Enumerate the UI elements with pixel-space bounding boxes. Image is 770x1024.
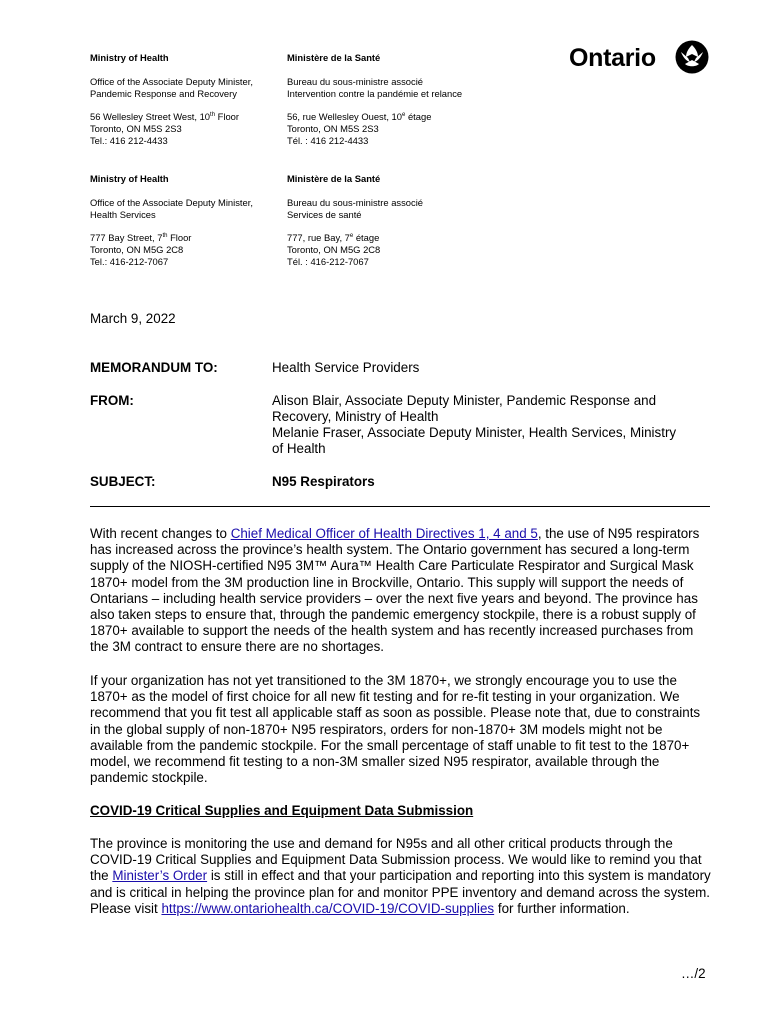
section-heading: COVID-19 Critical Supplies and Equipment Data Submission	[90, 803, 474, 818]
office-line-fr: Bureau du sous-ministre associé	[287, 76, 424, 87]
address-line-en: Toronto, ON M5G 2C8	[90, 244, 184, 255]
address-line-fr: 56, rue Wellesley Ouest, 10e étage	[287, 111, 432, 122]
page-continuation: …/2	[681, 966, 706, 981]
body-paragraph-1: With recent changes to Chief Medical Officer of Health Directives 1, 4 and 5, the use of N95 respirators has increased across the province’s health system. The Ontario government has secured a long-term supply of the NIOSH-certified N95 3M™ Aura™ Health Care Particulate Respirator and Surgical Mask 1870+ model from the 3M production line in Brockville, Ontario. This supply will support the needs of Ontarians – including health service providers – over the next five years and beyond. The province has also taken steps to ensure that, through the pandemic emergency stockpile, there is a robust supply of 1870+ available to support the needs of the health system and has recently increased purchases from the 3M contract to ensure there are no shortages.	[90, 526, 700, 655]
office-line-en: Office of the Associate Deputy Minister,	[90, 76, 253, 87]
memo-from-label: FROM:	[90, 393, 134, 408]
memo-to-value: Health Service Providers	[272, 360, 420, 375]
memo-from-value	[272, 393, 712, 457]
office-line-fr: Bureau du sous-ministre associé	[287, 197, 424, 208]
ministry-name-fr: Ministère de la Santé	[287, 52, 381, 63]
memo-from-line: of Health	[272, 441, 326, 456]
trillium-icon	[675, 40, 709, 74]
office-line-fr: Services de santé	[287, 209, 362, 220]
office-line-en: Health Services	[90, 209, 156, 220]
header-en-2	[90, 173, 253, 268]
phone-fr: Tél. : 416-212-7067	[287, 256, 369, 267]
memo-from-line: Alison Blair, Associate Deputy Minister, Pandemic Response and	[272, 393, 657, 408]
header-en-1	[90, 52, 253, 147]
memo-subject-value: N95 Respirators	[272, 474, 375, 489]
phone-fr: Tél. : 416 212-4433	[287, 135, 369, 146]
address-line-en: 777 Bay Street, 7th Floor	[90, 232, 192, 243]
body-paragraph-2: If your organization has not yet transitioned to the 3M 1870+, we strongly encourage you to use the 1870+ as the model of first choice for all new fit testing and for re-fit testing in your organization. We recommend that you fit test all applicable staff as soon as possible. Please note that, due to constraints in the global supply of non-1870+ N95 respirators, orders for non-1870+ 3M models might not be available from the pandemic stockpile. For the small percentage of staff unable to fit test to the 1870+ model, we recommend fit testing to a non-3M smaller sized N95 respirator, available through the pandemic stockpile.	[90, 673, 701, 786]
address-line-fr: 777, rue Bay, 7e étage	[287, 232, 380, 243]
ministers-order-link[interactable]: Minister’s Order	[112, 868, 208, 884]
memo-from-line: Recovery, Ministry of Health	[272, 409, 439, 424]
office-line-en: Pandemic Response and Recovery	[90, 88, 237, 99]
address-line-en: Toronto, ON M5S 2S3	[90, 123, 182, 134]
horizontal-divider	[90, 506, 710, 507]
ministry-name-en: Ministry of Health	[90, 52, 169, 63]
memo-from-line: Melanie Fraser, Associate Deputy Minister, Health Services, Ministry	[272, 425, 677, 440]
memo-subject-label: SUBJECT:	[90, 474, 156, 489]
phone-en: Tel.: 416-212-7067	[90, 256, 169, 267]
phone-en: Tel.: 416 212-4433	[90, 135, 168, 146]
memo-date: March 9, 2022	[90, 311, 176, 326]
memo-to-label: MEMORANDUM TO:	[90, 360, 218, 375]
logo-text: Ontario	[569, 44, 656, 72]
header-fr-2	[287, 173, 423, 268]
address-line-en: 56 Wellesley Street West, 10th Floor	[90, 111, 240, 122]
address-line-fr: Toronto, ON M5G 2C8	[287, 244, 381, 255]
office-line-en: Office of the Associate Deputy Minister,	[90, 197, 253, 208]
body-paragraph-3: The province is monitoring the use and demand for N95s and all other critical products through the COVID-19 Critical Supplies and Equipment Data Submission process. We would like to remind you that the Minister’s Order is still in effect and that your participation and reporting into this system is mandatory and is critical in helping the province plan for and monitor PPE inventory and demand across the system. Please visit https://www.ontariohealth.ca/COVID-19/COVID-supplies for further information.	[90, 836, 711, 916]
covid-supplies-link[interactable]: https://www.ontariohealth.ca/COVID-19/COVID-supplies	[161, 900, 495, 916]
ministry-name-fr: Ministère de la Santé	[287, 173, 381, 184]
cmoh-directives-link[interactable]: Chief Medical Officer of Health Directives 1, 4 and 5	[230, 526, 538, 541]
address-line-fr: Toronto, ON M5S 2S3	[287, 123, 379, 134]
office-line-fr: Intervention contre la pandémie et relance	[287, 88, 463, 99]
ontario-logo	[569, 39, 711, 75]
header-fr-1	[287, 52, 462, 147]
ministry-name-en: Ministry of Health	[90, 173, 169, 184]
